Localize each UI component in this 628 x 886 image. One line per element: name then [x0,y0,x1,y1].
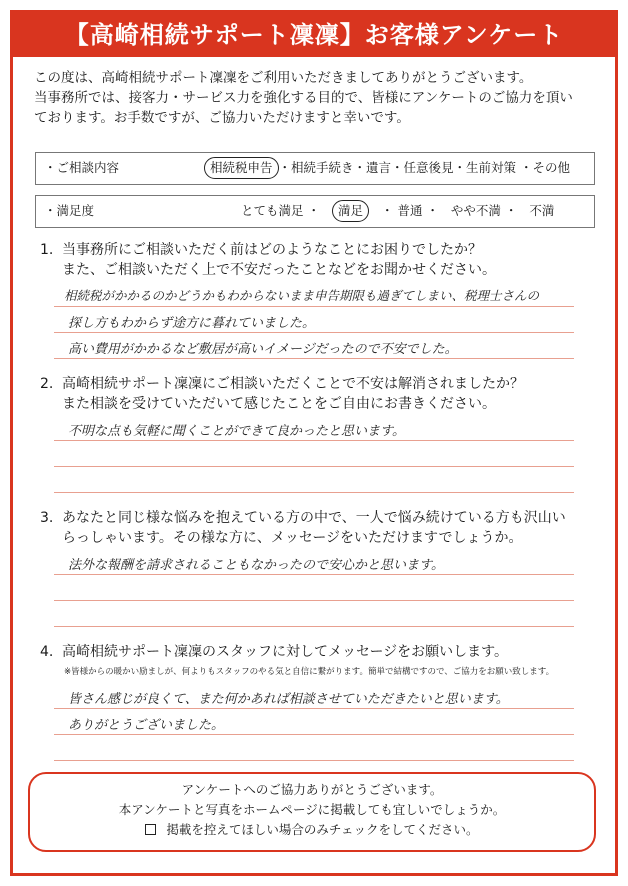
question-text: 当事務所にご相談いただく前はどのようなことにお困りでしたか？ [62,242,482,258]
consultation-options [204,153,570,183]
intro-line: 当事務所では、接客力・サービス力を強化する目的で、皆様にアンケートのご協力を頂い [34,90,573,106]
answer-rule [54,760,574,761]
answer-rule [54,492,574,493]
checkbox-label: 掲載を控えてほしい場合のみチェックをしてください。 [166,822,479,837]
question-text: また、ご相談いただく上で不安だったことなどをお聞かせください。 [62,262,496,278]
answer-area-1[interactable] [54,280,574,360]
question-3 [40,508,566,548]
intro-text [34,68,604,128]
answer-rule [54,734,574,735]
footer-thanks: アンケートへのご協力ありがとうございます。 [181,782,443,797]
intro-line: ております。お手数ですが、ご協力いただけますと幸いです。 [34,110,410,126]
question-text: 高崎相続サポート凜凜のスタッフに対してメッセージをお願いします。 [62,644,509,660]
consultation-others: ・相続手続き・遺言・任意後見・生前対策 ・その他 [278,160,570,175]
answer-text: 探し方もわからず途方に暮れていました。 [68,316,316,331]
intro-line: この度は、高崎相続サポート凜凜をご利用いただきましてありがとうございます。 [34,70,533,86]
answer-text: 皆さん感じが良くて、また何かあれば相談させていただきたいと思います。 [68,692,509,707]
satisfaction-option[interactable]: とても満足 ・ [241,203,320,218]
question-number: 1. [40,242,54,258]
question-text: また相談を受けていただいて感じたことをご自由にお書きください。 [62,396,496,412]
question-4 [40,642,508,662]
consultation-label: ・ご相談内容 [44,160,120,175]
answer-rule [54,332,574,333]
question-text: 高崎相続サポート凜凜にご相談いただくことで不安は解消されましたか？ [62,376,524,392]
satisfaction-selected[interactable]: 満足 [332,200,369,222]
question-1 [40,240,496,280]
satisfaction-box [35,195,595,228]
footer-question: 本アンケートと写真をホームページに掲載しても宜しいでしょうか。 [118,802,506,817]
question-number: 3. [40,510,54,526]
answer-area-2[interactable] [54,414,574,494]
encouragement-note: ※皆様からの暖かい励ましが、何よりもスタッフのやる気と自信に繋がります。簡単で結構ですので、ご協力をお願い致します。 [64,667,555,677]
answer-rule [54,466,574,467]
answer-area-4[interactable] [54,682,574,762]
answer-text: 高い費用がかかるなど敷居が高いイメージだったので不安でした。 [68,342,458,357]
answer-text: ありがとうございました。 [68,718,225,733]
answer-text: 相続税がかかるのかどうかもわからないまま申告期限も過ぎてしまい、税理士さんの [64,288,540,303]
answer-rule [54,440,574,441]
answer-text: 不明な点も気軽に聞くことができて良かったと思います。 [68,424,405,439]
question-number: 4. [40,644,54,660]
answer-text: 法外な報酬を請求されることもなかったので安心かと思います。 [68,558,444,573]
answer-rule [54,708,574,709]
publish-opt-out-checkbox[interactable] [145,824,156,835]
satisfaction-option[interactable]: ・ 普通 ・ [380,203,439,218]
question-text: あなたと同じ様な悩みを抱えている方の中で、一人で悩み続けている方も沢山い [62,510,566,526]
consultation-box [35,152,595,185]
answer-rule [54,306,574,307]
form-title: 【高崎相続サポート凜凜】お客様アンケート [13,13,615,57]
consultation-selected[interactable]: 相続税申告 [204,157,279,179]
footer-box [28,772,596,852]
satisfaction-option[interactable]: 不満 [529,203,555,218]
answer-rule [54,358,574,359]
satisfaction-option[interactable]: やや不満 ・ [450,203,518,218]
question-number: 2. [40,376,54,392]
satisfaction-options [241,196,562,226]
answer-area-3[interactable] [54,548,574,628]
answer-rule [54,626,574,627]
footer-checkbox-row [30,820,594,840]
satisfaction-label: ・満足度 [44,203,95,218]
answer-rule [54,600,574,601]
question-2 [40,374,524,414]
answer-rule [54,574,574,575]
question-text: らっしゃいます。その様な方に、メッセージをいただけますでしょうか。 [62,530,523,546]
